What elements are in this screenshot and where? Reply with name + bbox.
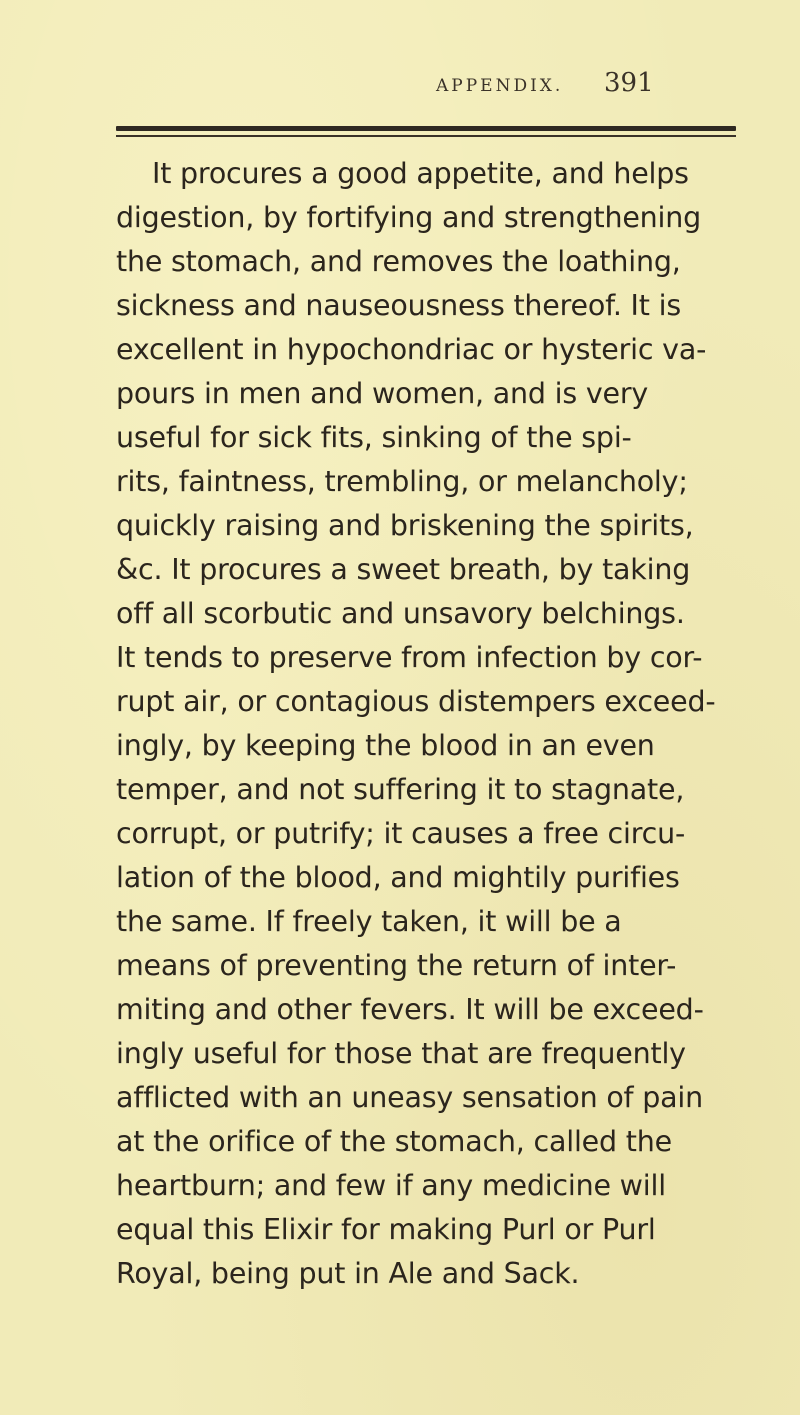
- text-line: temper, and not suffering it to stagnate,: [116, 773, 685, 806]
- text-line: It procures a good appetite, and helps: [152, 157, 689, 190]
- text-line: pours in men and women, and is very: [116, 377, 649, 410]
- text-line: means of preventing the return of inter-: [116, 949, 677, 982]
- text-line: ingly useful for those that are frequently: [116, 1037, 686, 1070]
- text-line: the stomach, and removes the loathing,: [116, 245, 681, 278]
- running-head: APPENDIX.: [436, 76, 564, 96]
- text-line: the same. If freely taken, it will be a: [116, 905, 622, 938]
- text-line: afflicted with an uneasy sensation of pain: [116, 1081, 703, 1114]
- page-number: 391: [604, 68, 654, 98]
- text-line: rits, faintness, trembling, or melancholy;: [116, 465, 688, 498]
- text-line: excellent in hypochondriac or hysteric va-: [116, 333, 707, 366]
- text-line: useful for sick fits, sinking of the spi-: [116, 421, 632, 454]
- text-line: equal this Elixir for making Purl or Purl: [116, 1213, 656, 1246]
- header-rule-thin: [116, 135, 736, 137]
- text-line: &c. It procures a sweet breath, by taking: [116, 553, 691, 586]
- page-header: [0, 68, 800, 108]
- text-line: ingly, by keeping the blood in an even: [116, 729, 655, 762]
- text-line: digestion, by fortifying and strengthening: [116, 201, 702, 234]
- header-rule-thick: [116, 126, 736, 131]
- text-line: at the orifice of the stomach, called the: [116, 1125, 672, 1158]
- text-line: Royal, being put in Ale and Sack.: [116, 1257, 580, 1290]
- text-line: miting and other fevers. It will be exceed-: [116, 993, 704, 1026]
- text-line: quickly raising and briskening the spirits,: [116, 509, 694, 542]
- text-line: sickness and nauseousness thereof. It is: [116, 289, 681, 322]
- text-line: heartburn; and few if any medicine will: [116, 1169, 666, 1202]
- text-line: corrupt, or putrify; it causes a free circu-: [116, 817, 686, 850]
- text-line: It tends to preserve from infection by cor-: [116, 641, 703, 674]
- text-line: lation of the blood, and mightily purifies: [116, 861, 680, 894]
- text-line: rupt air, or contagious distempers exceed-: [116, 685, 716, 718]
- text-line: off all scorbutic and unsavory belchings.: [116, 597, 685, 630]
